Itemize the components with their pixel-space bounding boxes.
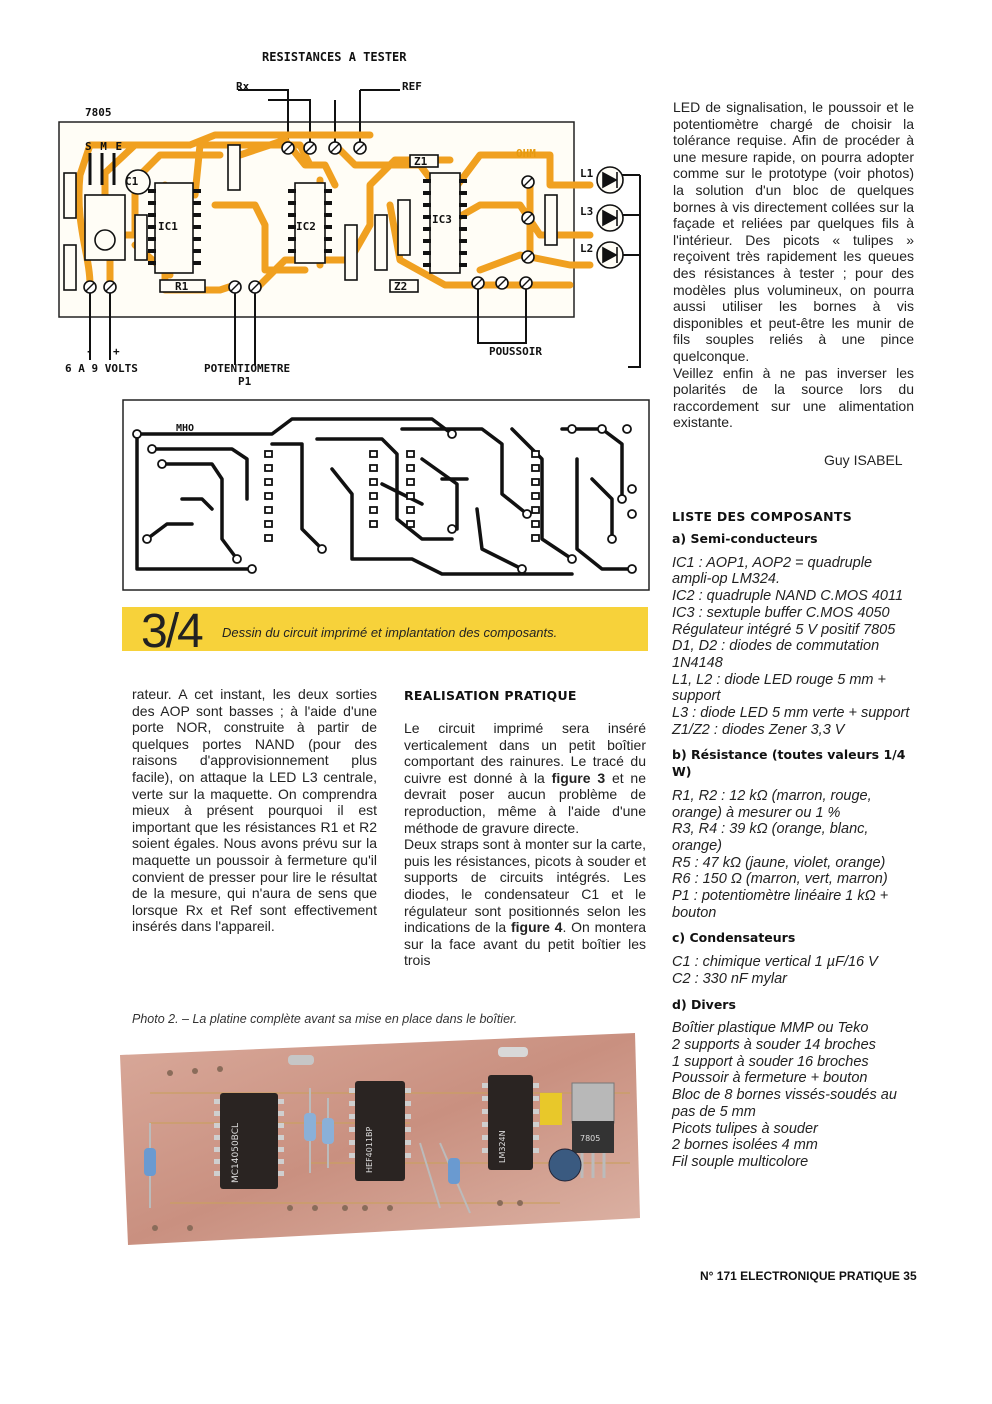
copper-trace-diagram: [122, 399, 650, 591]
photo-caption: Photo 2. – La platine complète avant sa mise en place dans le boîtier.: [132, 1012, 518, 1026]
parts-a-title: a) Semi-conducteurs: [672, 531, 818, 546]
svg-text:L2: L2: [580, 242, 594, 255]
parts-heading: LISTE DES COMPOSANTS: [672, 509, 852, 524]
parts-d-4: Bloc de 8 bornes vissés-soudés au pas de 5 mm: [672, 1087, 897, 1120]
middle-paragraph-1: Le circuit imprimé sera inséré verticalement dans un petit boîtier comportant des rainures. Le tracé du cuivre est donné à la figure 3 et ne devrait poser aucun problème de reproduction, même à l'aide d'une méthode de gravure directe.: [404, 720, 646, 836]
parts-a-3: Régulateur intégré 5 V positif 7805: [672, 621, 896, 638]
svg-text:C1: C1: [125, 175, 139, 188]
parts-a-2: IC3 : sextuple buffer C.MOS 4050: [672, 604, 890, 621]
parts-a-6: L3 : diode LED 5 mm verte + support: [672, 705, 910, 722]
rx-label: Rx: [236, 80, 250, 93]
parts-d-title: d) Divers: [672, 996, 736, 1012]
parts-d-0: Boîtier plastique MMP ou Teko: [672, 1020, 869, 1037]
svg-text:Z1: Z1: [414, 155, 428, 168]
parts-d-3: Poussoir à fermeture + bouton: [672, 1070, 868, 1087]
ref-label: REF: [402, 80, 422, 93]
right-column-text: [673, 99, 914, 431]
schematic-title: RESISTANCES A TESTER: [262, 50, 407, 64]
svg-text:IC2: IC2: [296, 220, 316, 233]
author: Guy ISABEL: [824, 452, 903, 468]
parts-b-2: R5 : 47 kΩ (jaune, violet, orange): [672, 854, 886, 871]
parts-b-0: R1, R2 : 12 kΩ (marron, rouge, orange) à mesurer ou 1 %: [672, 787, 872, 821]
svg-text:R1: R1: [175, 280, 189, 293]
parts-b-title: b) Résistance (toutes valeurs 1/4 W): [672, 747, 906, 780]
left-column-text: [132, 686, 377, 935]
right-paragraph-2: Veillez enfin à ne pas inverser les polarités de la source lors du raccordement sur une alimentation existante.: [673, 364, 914, 431]
parts-d-2: 1 support à souder 16 broches: [672, 1053, 869, 1070]
parts-a-4: D1, D2 : diodes de commutation 1N4148: [672, 638, 880, 671]
svg-text:IC3: IC3: [432, 213, 452, 226]
svg-text:OHM: OHM: [516, 147, 536, 160]
pot-label: POTENTIOMETRE: [204, 362, 291, 375]
parts-list: [672, 531, 915, 1171]
copper-mirror-label: MHO: [176, 423, 195, 434]
photo-regulator: 7805: [580, 1134, 601, 1143]
figure-number: 3/4: [141, 605, 202, 658]
button-label: POUSSOIR: [489, 345, 542, 358]
parts-d-6: 2 bornes isolées 4 mm: [672, 1137, 818, 1154]
svg-text:L1: L1: [580, 167, 594, 180]
svg-text:IC1: IC1: [158, 220, 178, 233]
right-paragraph-1: LED de signalisation, le poussoir et le potentiomètre chargé de choisir la tolérance requise. Afin de procéder à une mesure rapide, on pourra adopter comme sur le prototype (voir photos) la solution d'un bloc de quelques bornes à vis directement collées sur la façade et reliées par quelques fils à l'intérieur. Des picots « tulipes » reçoivent très rapidement les queues des résistances à tester ; pour des modèles plus volumineux, on pourra aussi utiliser les bornes à vis disponibles et peut-être les munir de fils souples reliés à une pince quelconque.: [673, 99, 914, 364]
parts-d-7: Fil souple multicolore: [672, 1153, 809, 1170]
page-footer: N° 171 ELECTRONIQUE PRATIQUE 35: [700, 1269, 917, 1283]
regulator-label: 7805: [85, 106, 112, 119]
svg-text:L3: L3: [580, 205, 594, 218]
sme-label: S M E: [85, 140, 124, 153]
parts-a-7: Z1/Z2 : diodes Zener 3,3 V: [672, 721, 845, 738]
parts-a-0: IC1 : AOP1, AOP2 = quadruple ampli-op LM324.: [672, 554, 873, 588]
minus-label: -: [86, 345, 93, 358]
middle-column-text: [404, 720, 646, 969]
parts-d-5: Picots tulipes à souder: [672, 1120, 818, 1137]
component-layout-diagram: [50, 85, 660, 385]
middle-paragraph-2: Deux straps sont à monter sur la carte, puis les résistances, picots à souder et supports de circuits intégrés. Les diodes, le condensateur C1 et le régulateur sont positionnés selon les indications de la figure 4. On montera sur la face avant du petit boîtier les trois: [404, 836, 646, 969]
parts-b-3: R6 : 150 Ω (marron, vert, marron): [672, 871, 888, 888]
section-heading: REALISATION PRATIQUE: [404, 688, 577, 703]
parts-b-1: R3, R4 : 39 kΩ (orange, blanc, orange): [672, 821, 869, 854]
parts-c-title: c) Condensateurs: [672, 930, 796, 946]
pot-ref-label: P1: [238, 375, 252, 388]
parts-c-0: C1 : chimique vertical 1 µF/16 V: [672, 954, 878, 971]
supply-label: 6 A 9 VOLTS: [65, 362, 138, 375]
plus-label: +: [113, 345, 120, 358]
figure-caption: Dessin du circuit imprimé et implantation des composants.: [222, 625, 558, 640]
photo-chip-3: LM324N: [498, 1130, 507, 1163]
parts-a-1: IC2 : quadruple NAND C.MOS 4011: [672, 588, 904, 605]
parts-c-1: C2 : 330 nF mylar: [672, 970, 787, 987]
left-paragraph: rateur. A cet instant, les deux sorties des AOP sont basses ; à l'aide d'une porte NOR, construite à partir de quelques portes NAND (pour des raisons d'approvisionnement plus facile), on attaque la LED L3 centrale, verte sur la maquette. On comprendra mieux à présent pourquoi il est important que les résistances R1 et R2 soient égales. Nous avons prévu sur la maquette un poussoir à fermeture qu'il convient de presser pour lire le résultat de la mesure, qui n'aura de sens que lorsque Rx et Ref sont effectivement insérés dans l'appareil.: [132, 686, 377, 935]
photo-chip-2: HEF4011BP: [365, 1126, 374, 1173]
photo-chip-1: MC14050BCL: [231, 1123, 241, 1183]
pcb-photo: [110, 1033, 642, 1247]
parts-d-1: 2 supports à souder 14 broches: [672, 1036, 876, 1053]
parts-b-4: P1 : potentiomètre linéaire 1 kΩ + bouton: [672, 888, 889, 921]
svg-text:Z2: Z2: [394, 280, 408, 293]
parts-a-5: L1, L2 : diode LED rouge 5 mm + support: [672, 671, 887, 705]
